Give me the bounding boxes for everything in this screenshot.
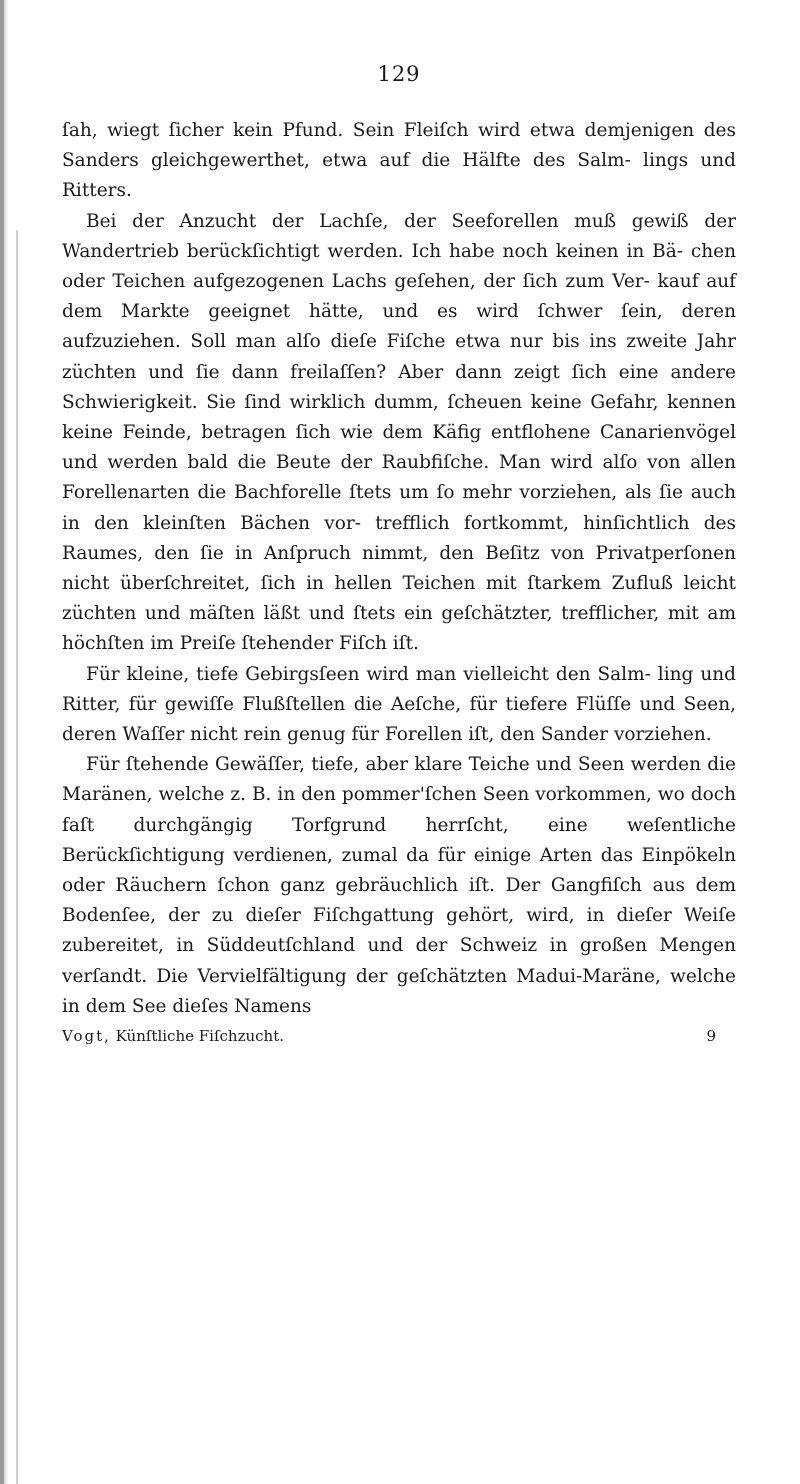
paragraph-4: Für ſtehende Gewäſſer, tiefe, aber klare Teiche und Seen werden die Maränen, welche z. B. in den pommer'ſchen Seen vorkommen, wo doch faſt durchgängig Torfgrund herrſcht, eine weſentliche Berückſichtigung verdienen, zumal da für einige Arten das Einpökeln oder Räuchern ſchon ganz gebräuchlich iſt. Der Gangfiſch aus dem Bodenſee, der zu dieſer Fiſchgattung gehört, wird, in dieſer Weiſe zubereitet, in Süddeutſchland und der Schweiz in großen Mengen verſandt. Die Vervielfältigung der geſchätzten Madui-Maräne, welche in dem See dieſes Namens (62, 754, 736, 1017)
scan-gutter-line (16, 230, 18, 1484)
footer-book-info (62, 1024, 284, 1048)
paragraph-3: Für kleine, tiefe Gebirgsſeen wird man vielleicht den Salm- ling und Ritter, für gewiſſe Flußſtellen die Aeſche, für tiefere Flüſſe und Seen, deren Waſſer nicht rein genug für Forellen iſt, den Sander vorziehen. (62, 663, 736, 746)
book-page (62, 60, 736, 1048)
page-footer (62, 1024, 736, 1048)
page-number: 129 (377, 62, 421, 86)
footer-title: Künſtliche Fiſchzucht. (115, 1027, 284, 1046)
scan-page-edge (0, 0, 8, 1484)
footer-signature: 9 (706, 1027, 716, 1046)
paragraph-2: Bei der Anzucht der Lachſe, der Seeforellen muß gewiß der Wandertrieb berückſichtigt werden. Ich habe noch keinen in Bä- chen oder Teichen aufgezogenen Lachs geſehen, der ſich zum Ver- kauf auf dem Markte geeignet hätte, und es wird ſchwer ſein, deren aufzuziehen. Soll man alſo dieſe Fiſche etwa nur bis ins zweite Jahr züchten und ſie dann freilaſſen? Aber dann zeigt ſich eine andere Schwierigkeit. Sie ſind wirklich dumm, ſcheuen keine Gefahr, kennen keine Feinde, betragen ſich wie dem Käfig entflohene Canarienvögel und werden bald die Beute der Raubfiſche. Man wird alſo von allen Forellenarten die Bachforelle ſtets um ſo mehr vorziehen, als ſie auch in den kleinſten Bächen vor- trefflich fortkommt, hinſichtlich des Raumes, den ſie in Anſpruch nimmt, den Beſitz von Privatperſonen nicht überſchreitet, ſich in hellen Teichen mit ſtarkem Zufluß leicht züchten und mäſten läßt und ſtets ein geſchätzter, trefflicher, mit am höchſten im Preiſe ſtehender Fiſch iſt. (62, 210, 736, 655)
paragraph-1: ſah, wiegt ſicher kein Pfund. Sein Fleiſch wird etwa demjenigen des Sanders gleichgewerthet, etwa auf die Hälfte des Salm- lings und Ritters. (62, 120, 736, 202)
footer-author: Vogt, (62, 1027, 111, 1046)
body-text (62, 116, 736, 1022)
